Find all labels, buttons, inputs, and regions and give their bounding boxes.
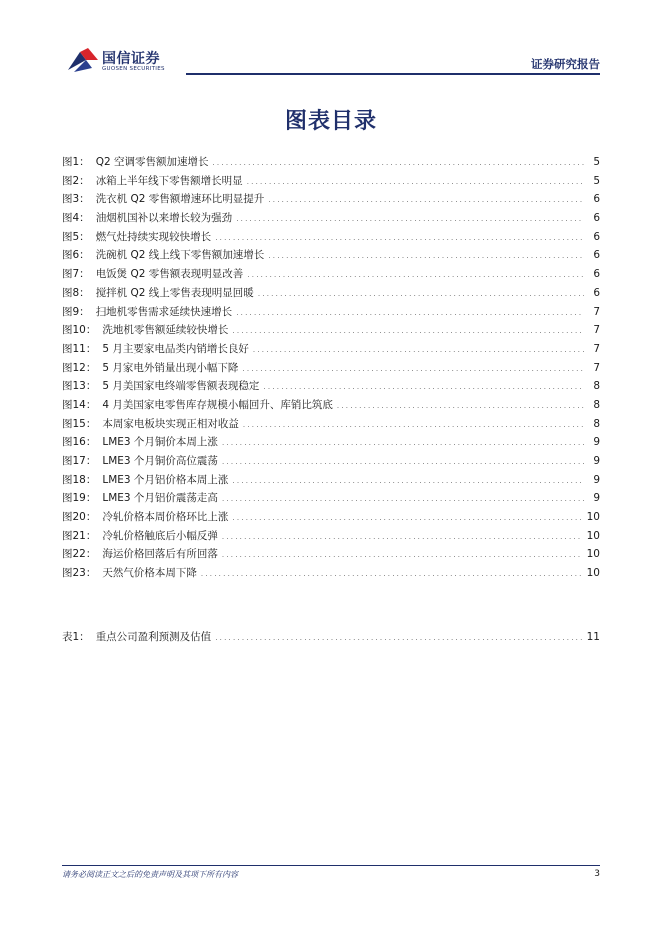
toc-entry-label: 表1： bbox=[62, 631, 90, 643]
toc-entry-label: 图19： bbox=[62, 492, 97, 505]
figure-toc-entry[interactable] bbox=[62, 453, 600, 472]
toc-entry-title: LME3 个月铜价高位震荡 bbox=[102, 455, 218, 467]
toc-entry-title: 油烟机国补以来增长较为强劲 bbox=[95, 212, 233, 225]
figure-toc-entry[interactable] bbox=[62, 341, 600, 360]
figure-toc-entry[interactable] bbox=[62, 266, 600, 285]
toc-entry-label: 图20： bbox=[62, 511, 97, 524]
toc-entry-label: 图9： bbox=[62, 305, 90, 318]
figure-toc-entry[interactable] bbox=[62, 285, 600, 304]
toc-entry-page: 6 bbox=[593, 230, 600, 243]
toc-entry-title: 搅拌机 Q2 线上零售表现明显回暖 bbox=[95, 286, 254, 299]
toc-leader-dots bbox=[222, 492, 584, 504]
toc-entry-page: 7 bbox=[593, 342, 600, 355]
toc-entry-title: 5 月家电外销量出现小幅下降 bbox=[102, 361, 239, 374]
footer-divider bbox=[62, 865, 600, 866]
toc-entry-title: 洗地机零售额延续较快增长 bbox=[102, 324, 229, 337]
toc-entry-page: 8 bbox=[593, 398, 600, 411]
toc-entry-title: 重点公司盈利预测及估值 bbox=[95, 631, 212, 643]
toc-leader-dots bbox=[268, 193, 584, 205]
toc-entry-title: 4 月美国家电零售库存规模小幅回升、库销比筑底 bbox=[102, 398, 333, 411]
figure-toc-entry[interactable] bbox=[62, 490, 600, 509]
toc-entry-page: 6 bbox=[593, 193, 600, 206]
toc-entry-title: 5 月美国家电终端零售额表现稳定 bbox=[102, 380, 260, 393]
page-title: 图表目录 bbox=[284, 109, 377, 134]
figure-toc-entry[interactable] bbox=[62, 210, 600, 229]
toc-entry-title: 燃气灶持续实现较快增长 bbox=[95, 230, 212, 243]
toc-entry-page: 8 bbox=[593, 417, 600, 430]
toc-leader-dots bbox=[201, 567, 583, 579]
toc-entry-label: 图22： bbox=[62, 548, 97, 561]
figure-index bbox=[62, 154, 600, 584]
toc-entry-page: 9 bbox=[593, 492, 600, 505]
toc-entry-label: 图1： bbox=[62, 156, 90, 168]
figure-toc-entry[interactable] bbox=[62, 397, 600, 416]
toc-leader-dots bbox=[232, 324, 584, 336]
toc-entry-title: 天然气价格本周下降 bbox=[102, 567, 197, 580]
toc-leader-dots bbox=[232, 511, 582, 523]
toc-leader-dots bbox=[263, 380, 584, 392]
toc-entry-page: 5 bbox=[593, 156, 600, 168]
toc-entry-page: 6 bbox=[593, 268, 600, 281]
toc-entry-title: LME3 个月铝价震荡走高 bbox=[102, 492, 218, 505]
toc-entry-title: 海运价格回落后有所回落 bbox=[102, 548, 218, 561]
toc-entry-title: 5 月主要家电品类内销增长良好 bbox=[102, 342, 249, 355]
toc-leader-dots bbox=[215, 631, 582, 643]
toc-entry-page: 10 bbox=[586, 511, 600, 524]
toc-entry-page: 7 bbox=[593, 361, 600, 374]
toc-leader-dots bbox=[247, 175, 584, 187]
toc-entry-page: 9 bbox=[593, 455, 600, 467]
toc-entry-page: 8 bbox=[593, 380, 600, 393]
toc-entry-title: 本周家电板块实现正相对收益 bbox=[102, 417, 239, 430]
figure-toc-entry[interactable] bbox=[62, 229, 600, 248]
toc-entry-label: 图3： bbox=[62, 193, 90, 206]
toc-leader-dots bbox=[242, 362, 584, 374]
toc-entry-title: 洗衣机 Q2 零售额增速环比明显提升 bbox=[95, 193, 265, 206]
toc-entry-label: 图11： bbox=[62, 342, 97, 355]
toc-entry-page: 10 bbox=[586, 548, 600, 561]
toc-leader-dots bbox=[247, 268, 584, 280]
toc-entry-page: 6 bbox=[593, 212, 600, 225]
toc-entry-label: 图15： bbox=[62, 417, 97, 430]
toc-entry-title: 冷轧价格触底后小幅反弹 bbox=[102, 529, 218, 542]
figure-toc-entry[interactable] bbox=[62, 247, 600, 266]
toc-leader-dots bbox=[236, 212, 584, 224]
page-header bbox=[0, 0, 662, 80]
figure-toc-entry[interactable] bbox=[62, 322, 600, 341]
toc-entry-label: 图14： bbox=[62, 398, 97, 411]
toc-leader-dots bbox=[222, 436, 584, 448]
logo-english-name: GUOSEN SECURITIES bbox=[102, 66, 165, 72]
toc-entry-page: 5 bbox=[593, 174, 600, 187]
figure-toc-entry[interactable] bbox=[62, 360, 600, 379]
page-number: 3 bbox=[594, 869, 600, 879]
report-type-label: 证券研究报告 bbox=[531, 57, 600, 71]
toc-entry-title: 电饭煲 Q2 零售额表现明显改善 bbox=[95, 268, 244, 281]
toc-leader-dots bbox=[222, 530, 583, 542]
toc-leader-dots bbox=[232, 474, 584, 486]
toc-leader-dots bbox=[258, 287, 584, 299]
company-logo bbox=[66, 46, 186, 76]
toc-entry-page: 9 bbox=[593, 436, 600, 449]
toc-entry-title: 冷轧价格本周价格环比上涨 bbox=[102, 511, 229, 524]
toc-entry-label: 图8： bbox=[62, 286, 90, 299]
figure-toc-entry[interactable] bbox=[62, 472, 600, 491]
toc-entry-title: 洗碗机 Q2 线上线下零售额加速增长 bbox=[95, 249, 265, 262]
toc-entry-label: 图12： bbox=[62, 361, 97, 374]
toc-entry-page: 6 bbox=[593, 286, 600, 299]
toc-entry-page: 7 bbox=[593, 324, 600, 337]
toc-entry-page: 10 bbox=[586, 567, 600, 580]
toc-entry-label: 图7： bbox=[62, 268, 90, 281]
toc-leader-dots bbox=[337, 399, 584, 411]
figure-toc-entry[interactable] bbox=[62, 546, 600, 565]
table-toc-entry[interactable] bbox=[62, 629, 600, 648]
toc-entry-label: 图10： bbox=[62, 324, 97, 337]
figure-toc-entry[interactable] bbox=[62, 509, 600, 528]
toc-entry-label: 图13： bbox=[62, 380, 97, 393]
header-divider bbox=[186, 73, 600, 75]
toc-entry-page: 9 bbox=[593, 473, 600, 486]
toc-leader-dots bbox=[268, 249, 584, 261]
toc-entry-label: 图5： bbox=[62, 230, 90, 243]
toc-entry-page: 10 bbox=[586, 529, 600, 542]
toc-entry-title: LME3 个月铝价格本周上涨 bbox=[102, 473, 229, 486]
toc-entry-title: 扫地机零售需求延续快速增长 bbox=[95, 305, 233, 318]
toc-entry-page: 6 bbox=[593, 249, 600, 262]
figure-toc-entry[interactable] bbox=[62, 378, 600, 397]
toc-leader-dots bbox=[222, 548, 583, 560]
toc-entry-label: 图17： bbox=[62, 455, 97, 467]
figure-toc-entry[interactable] bbox=[62, 565, 600, 584]
logo-mark-icon bbox=[66, 46, 100, 74]
toc-leader-dots bbox=[236, 306, 584, 318]
figure-toc-entry[interactable] bbox=[62, 416, 600, 435]
toc-entry-page: 7 bbox=[593, 305, 600, 318]
toc-entry-label: 图21： bbox=[62, 529, 97, 542]
toc-leader-dots bbox=[243, 418, 584, 430]
toc-leader-dots bbox=[215, 231, 584, 243]
figure-toc-entry[interactable] bbox=[62, 191, 600, 210]
toc-leader-dots bbox=[253, 343, 584, 355]
figure-toc-entry[interactable] bbox=[62, 304, 600, 323]
table-index bbox=[62, 629, 600, 648]
toc-entry-label: 图6： bbox=[62, 249, 90, 262]
toc-leader-dots bbox=[222, 455, 584, 467]
toc-entry-title: LME3 个月铜价本周上涨 bbox=[102, 436, 218, 449]
figure-toc-entry[interactable] bbox=[62, 173, 600, 192]
toc-entry-page: 11 bbox=[586, 631, 600, 643]
figure-toc-entry[interactable] bbox=[62, 154, 600, 173]
figure-toc-entry[interactable] bbox=[62, 528, 600, 547]
logo-chinese-name: 国信证券 bbox=[102, 51, 160, 67]
toc-entry-label: 图23： bbox=[62, 567, 97, 580]
toc-entry-label: 图16： bbox=[62, 436, 97, 449]
toc-entry-title: Q2 空调零售额加速增长 bbox=[95, 156, 209, 168]
toc-entry-label: 图18： bbox=[62, 473, 97, 486]
disclaimer-note: 请务必阅读正文之后的免责声明及其项下所有内容 bbox=[62, 870, 238, 879]
toc-entry-label: 图4： bbox=[62, 212, 90, 225]
toc-entry-label: 图2： bbox=[62, 174, 90, 187]
toc-leader-dots bbox=[212, 156, 584, 168]
figure-toc-entry[interactable] bbox=[62, 434, 600, 453]
toc-entry-title: 冰箱上半年线下零售额增长明显 bbox=[95, 174, 243, 187]
